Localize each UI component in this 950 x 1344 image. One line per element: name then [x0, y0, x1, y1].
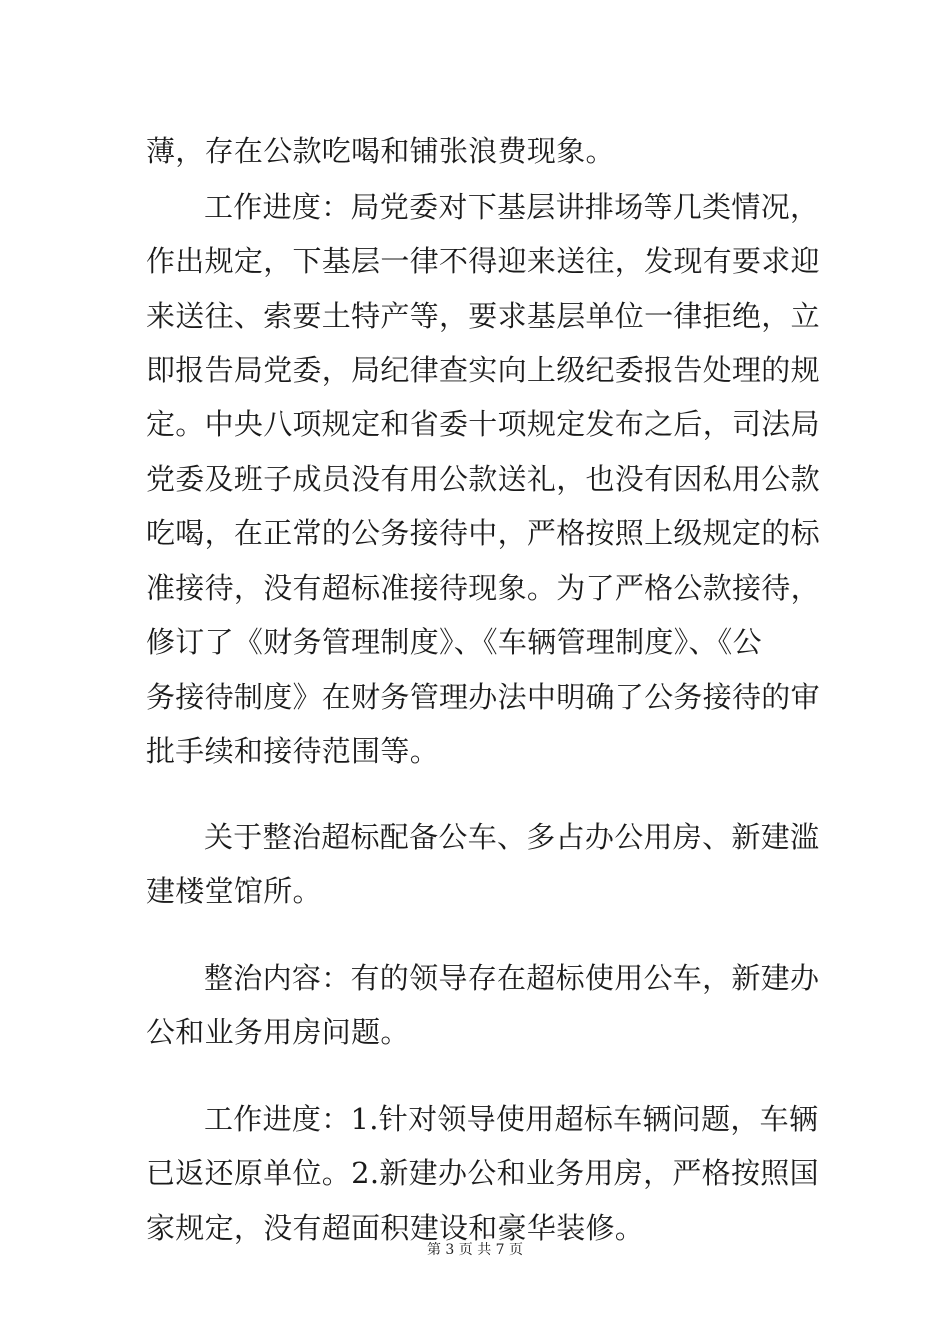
- text-line: 工作进度：局党委对下基层讲排场等几类情况，: [204, 190, 820, 224]
- text-line: 即报告局党委，局纪律查实向上级纪委报告处理的规: [146, 353, 820, 387]
- text-line: 务接待制度》在财务管理办法中明确了公务接待的审: [146, 680, 820, 714]
- text-line: 定。中央八项规定和省委十项规定发布之后，司法局: [146, 407, 820, 441]
- text-line: 公和业务用房问题。: [146, 1015, 410, 1049]
- text-line: 来送往、索要土特产等，要求基层单位一律拒绝，立: [146, 299, 820, 333]
- text-line: 已返还原单位。2.新建办公和业务用房，严格按照国: [146, 1156, 819, 1190]
- page-footer: 第 3 页 共 7 页: [426, 1242, 524, 1258]
- text-line: 薄，存在公款吃喝和铺张浪费现象。: [146, 134, 615, 168]
- text-line: 整治内容：有的领导存在超标使用公车，新建办: [204, 961, 820, 995]
- text-line: 建楼堂馆所。: [146, 874, 322, 908]
- text-line: 党委及班子成员没有用公款送礼，也没有因私用公款: [146, 462, 820, 496]
- text-line: 准接待，没有超标准接待现象。为了严格公款接待，: [146, 571, 820, 605]
- text-line: 工作进度：1.针对领导使用超标车辆问题，车辆: [204, 1102, 819, 1136]
- text-line: 作出规定，下基层一律不得迎来送往，发现有要求迎: [146, 244, 820, 278]
- text-line: 吃喝，在正常的公务接待中，严格按照上级规定的标: [146, 516, 820, 550]
- text-line: 修订了《财务管理制度》、《车辆管理制度》、《公: [146, 625, 762, 659]
- text-line: 关于整治超标配备公车、多占办公用房、新建滥: [204, 820, 820, 854]
- text-line: 家规定，没有超面积建设和豪华装修。: [146, 1211, 645, 1245]
- text-line: 批手续和接待范围等。: [146, 734, 440, 768]
